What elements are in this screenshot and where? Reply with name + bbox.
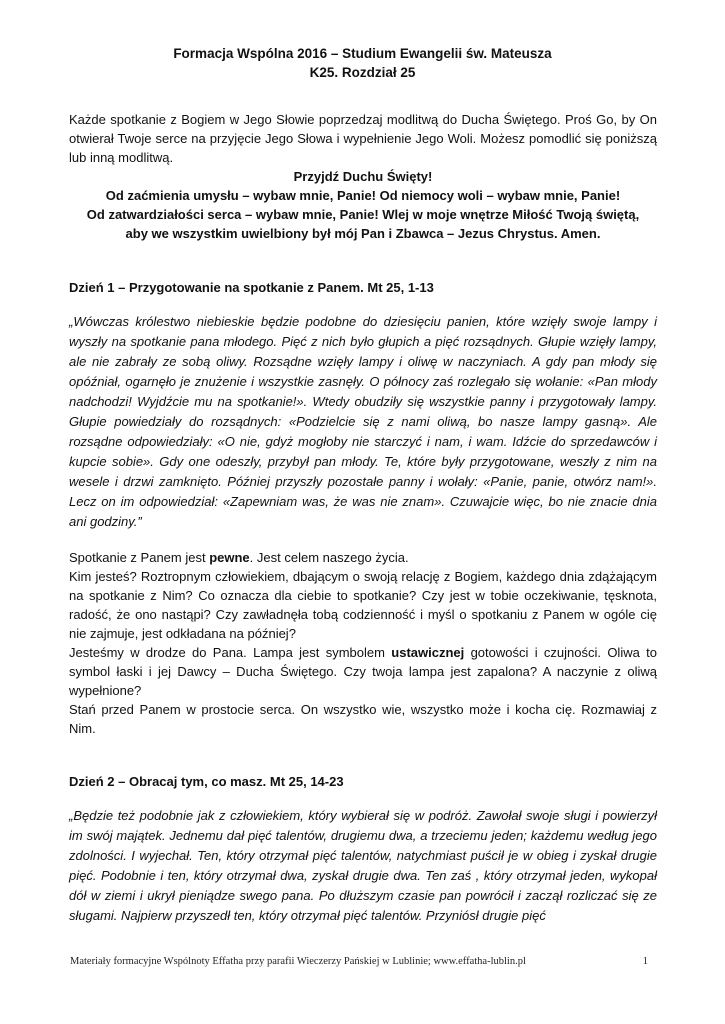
day2-scripture-quote: „Będzie też podobnie jak z człowiekiem, który wybierał się w podróż. Zawołał swoje sługi i powierzył im swój majątek. Jednemu dał pięć talentów, drugiemu dwa, a trzeciemu jeden; każdemu według jego zdolności. I wyjechał. Ten, który otrzymał pięć talentów, natychmiast puścił je w obieg i zyskał drugie pięć. Podobnie i ten, który otrzymał dwa, zyskał drugie dwa. Ten zaś , który otrzymał jeden, wykopał dół w ziemi i ukrył pieniądze swego pana. Po dłuższym czasie pan powrócił i zaczął rozliczać się ze sługami. Najpierw przyszedł ten, który otrzymał pięć talentów. Przyniósł drugie pięć [69, 808, 657, 923]
chapter-subtitle: K25. Rozdział 25 [309, 65, 416, 80]
page-number: 1 [642, 956, 648, 967]
text-run: Spotkanie z Panem jest [69, 550, 210, 565]
emphasis: pewne [209, 550, 250, 565]
footer-text: Materiały formacyjne Wspólnoty Effatha przy parafii Wieczerzy Pańskiej w Lublinie; www.effatha-lublin.pl [70, 956, 526, 967]
text-run: Jesteśmy w drodze do Pana. Lampa jest symbolem [69, 645, 392, 660]
prayer-line: Od zaćmienia umysłu – wybaw mnie, Panie! Od niemocy woli – wybaw mnie, Panie! [105, 188, 621, 203]
emphasis: ustawicznej [391, 645, 465, 660]
text-run: . Jest celem naszego życia. [249, 550, 409, 565]
day1-paragraph [69, 643, 657, 700]
day1-heading: Dzień 1 – Przygotowanie na spotkanie z Panem. Mt 25, 1-13 [69, 280, 434, 295]
document-body [69, 110, 657, 926]
prayer-block [69, 167, 657, 243]
day1-paragraph: Kim jesteś? Roztropnym człowiekiem, dbającym o swoją relację z Bogiem, każdego dnia zdążającym na spotkanie z Nim? Co oznacza dla ciebie to spotkanie? Czy jest w tobie oczekiwanie, tęsknota, radość, że ono nastąpi? Czy zawładnęła tobą codzienność i myśl o spotkaniu z Panem w ogóle cię nie zajmuje, jest odkładana na później? [69, 569, 657, 641]
prayer-line: Od zatwardziałości serca – wybaw mnie, Panie! Wlej w moje wnętrze Miłość Twoją świętą, [86, 207, 640, 222]
day1-paragraph: Stań przed Panem w prostocie serca. On wszystko wie, wszystko może i kocha cię. Rozmawiaj z Nim. [69, 702, 657, 736]
page-title: Formacja Wspólna 2016 – Studium Ewangelii św. Mateusza [173, 46, 552, 61]
text-run: gotowości i czujności. Oliwa to symbol łaski i jej Dawcy – Ducha Świętego. Czy twoja lampa jest zapalona? A naczynie z oliwą wypełnione? [69, 645, 657, 698]
prayer-line: Przyjdź Duchu Święty! [293, 169, 433, 184]
day1-reflection [69, 548, 657, 738]
day1-scripture-quote: „Wówczas królestwo niebieskie będzie podobne do dziesięciu panien, które wzięły swoje lampy i wyszły na spotkanie pana młodego. Pięć z nich było głupich a pięć rozsądnych. Głupie wzięły lampy, ale nie zabrały ze sobą oliwy. Rozsądne wzięły lampy i oliwę w naczyniach. A gdy pan młody się opóźniał, ogarnęło je znużenie i wszystkie zasnęły. O północy zaś rozlegało się wołanie: «Pan młody nadchodzi! Wyjdźcie mu na spotkanie!». Wtedy obudziły się wszystkie panny i przygotowały lampy. Głupie powiedziały do rozsądnych: «Podzielcie się z nami oliwą, bo nasze lampy gasną». Ale rozsądne odpowiedziały: «O nie, gdyż mogłoby nie starczyć i nam, i wam. Idźcie do sprzedawców i kupcie sobie». Gdy one odeszły, przybył pan młody. Te, które były przygotowane, weszły z nim na wesele i drzwi zamknięto. Później przyszły pozostałe panny i wołały: «Panie, panie, otwórz nam!». Lecz on im odpowiedział: «Zapewniam was, że was nie znam». Czuwajcie więc, bo nie znacie dnia ani godziny.” [69, 314, 657, 529]
day1-paragraph [69, 548, 657, 567]
intro-paragraph: Każde spotkanie z Bogiem w Jego Słowie poprzedzaj modlitwą do Ducha Świętego. Proś Go, by On otwierał Twoje serce na przyjęcie Jego Słowa i wypełnienie Jego Woli. Możesz pomodlić się poniższą lub inną modlitwą. [69, 112, 657, 165]
page-footer [70, 952, 658, 971]
prayer-line: aby we wszystkim uwielbiony był mój Pan i Zbawca – Jezus Chrystus. Amen. [125, 226, 601, 241]
day2-heading: Dzień 2 – Obracaj tym, co masz. Mt 25, 14-23 [69, 774, 344, 789]
